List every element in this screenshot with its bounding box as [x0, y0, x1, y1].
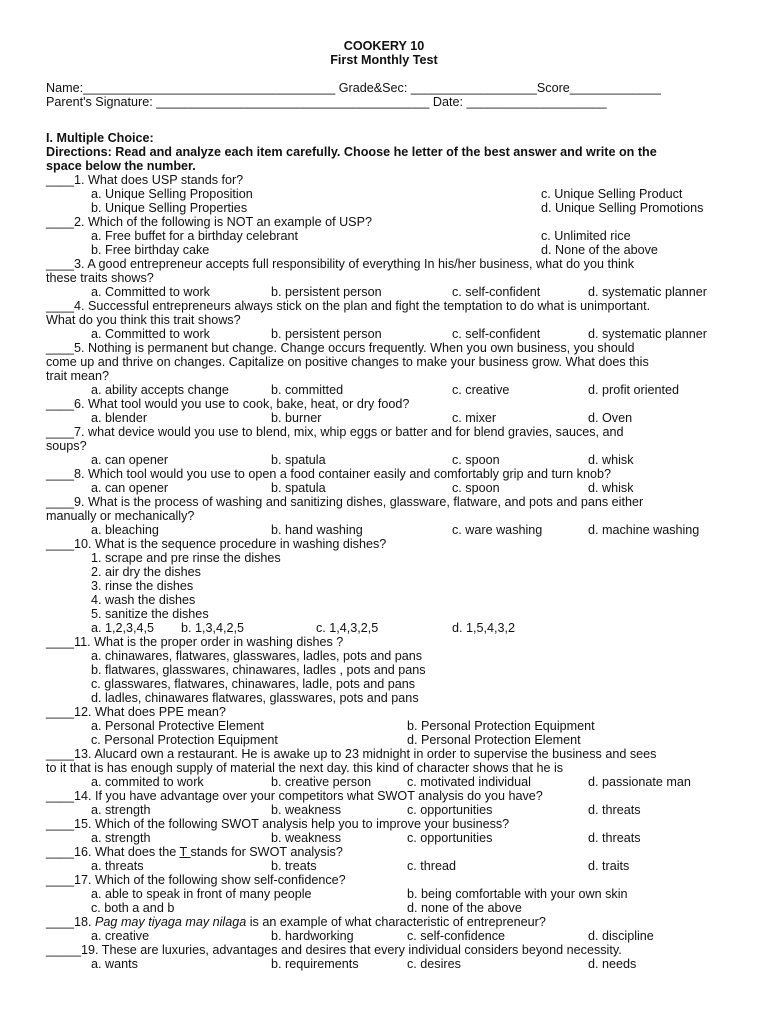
question-10-step: 4. wash the dishes — [91, 593, 196, 607]
question-3-option-c: c. self-confident — [452, 285, 541, 299]
question-13-option-c: c. motivated individual — [407, 775, 531, 789]
question-8-option-b: b. spatula — [271, 481, 326, 495]
question-18-proverb: Pag may tiyaga may nilaga — [95, 915, 247, 929]
question-11-option-d: d. ladles, chinawares flatwares, glasswares, pots and pans — [91, 691, 419, 705]
question-5-option-a: a. ability accepts change — [91, 383, 229, 397]
question-2-option-d: d. None of the above — [541, 243, 658, 257]
test-subtitle: First Monthly Test — [330, 53, 438, 67]
question-19-option-b: b. requirements — [271, 957, 359, 971]
question-14-option-d: d. threats — [588, 803, 641, 817]
question-12-option-b: b. Personal Protection Equipment — [407, 719, 595, 733]
question-14-option-c: c. opportunities — [407, 803, 493, 817]
question-2-option-a: a. Free buffet for a birthday celebrant — [91, 229, 298, 243]
question-6-option-b: b. burner — [271, 411, 322, 425]
question-8-stem: ____8. Which tool would you use to open a food container easily and comfortably grip and turn knob? — [46, 467, 611, 481]
parent-signature-date-line: Parent's Signature: _______________________________________ Date: ____________________ — [46, 95, 607, 109]
question-4-option-d: d. systematic planner — [588, 327, 707, 341]
question-4-option-b: b. persistent person — [271, 327, 382, 341]
question-4-option-c: c. self-confident — [452, 327, 541, 341]
question-11-option-b: b. flatwares, glasswares, chinawares, ladles , pots and pans — [91, 663, 426, 677]
question-10-option-d: d. 1,5,4,3,2 — [452, 621, 516, 635]
question-18-option-a: a. creative — [91, 929, 150, 943]
question-2-stem: ____2. Which of the following is NOT an example of USP? — [46, 215, 372, 229]
question-14-option-b: b. weakness — [271, 803, 342, 817]
question-11-option-c: c. glasswares, flatwares, chinawares, ladle, pots and pans — [91, 677, 416, 691]
question-19-option-c: c. desires — [407, 957, 461, 971]
question-17-stem: ____17. Which of the following show self-confidence? — [46, 873, 346, 887]
test-title: COOKERY 10 — [343, 39, 425, 53]
question-9-stem-line-1: ____9. What is the process of washing and sanitizing dishes, glassware, flatware, and pots and pans either — [46, 495, 644, 509]
directions-line-1: Directions: Read and analyze each item carefully. Choose he letter of the best answer and write on the — [46, 145, 657, 159]
directions-line-2: space below the number. — [46, 159, 196, 173]
question-18-stem — [46, 915, 546, 929]
question-10-step: 2. air dry the dishes — [91, 565, 201, 579]
question-7-option-a: a. can opener — [91, 453, 169, 467]
question-19-option-d: d. needs — [588, 957, 637, 971]
question-10-step: 5. sanitize the dishes — [91, 607, 209, 621]
question-9-option-c: c. ware washing — [452, 523, 543, 537]
question-7-option-c: c. spoon — [452, 453, 500, 467]
question-18-option-b: b. hardworking — [271, 929, 354, 943]
question-17-option-a: a. able to speak in front of many people — [91, 887, 312, 901]
question-3-option-a: a. Committed to work — [91, 285, 210, 299]
question-10-stem: ____10. What is the sequence procedure in washing dishes? — [46, 537, 387, 551]
question-10-option-b: b. 1,3,4,2,5 — [181, 621, 245, 635]
question-13-option-b: b. creative person — [271, 775, 372, 789]
question-15-stem: ____15. Which of the following SWOT analysis help you to improve your business? — [46, 817, 510, 831]
question-19-stem: _____19. These are luxuries, advantages and desires that every individual considers beyond necessity. — [46, 943, 622, 957]
question-8-option-a: a. can opener — [91, 481, 169, 495]
question-1-option-c: c. Unique Selling Product — [541, 187, 683, 201]
question-17-option-d: d. none of the above — [407, 901, 522, 915]
question-14-option-a: a. strength — [91, 803, 151, 817]
question-16-option-b: b. treats — [271, 859, 317, 873]
question-8-option-c: c. spoon — [452, 481, 500, 495]
question-16-option-c: c. thread — [407, 859, 457, 873]
question-11-stem: ____11. What is the proper order in washing dishes ? — [46, 635, 344, 649]
question-1-option-a: a. Unique Selling Proposition — [91, 187, 253, 201]
question-3-stem-line-1: ____3. A good entrepreneur accepts full responsibility of everything In his/her business, what do you think — [46, 257, 635, 271]
question-16-underlined-letter: T — [179, 845, 191, 859]
question-18-option-c: c. self-confidence — [407, 929, 506, 943]
question-12-option-a: a. Personal Protective Element — [91, 719, 264, 733]
question-7-stem-line-2: soups? — [46, 439, 87, 453]
name-grade-score-line: Name:____________________________________ Grade&Sec: __________________Score_____________ — [46, 81, 661, 95]
question-13-stem-line-2: to it that is has enough supply of material the next day. this kind of character shows that he is — [46, 761, 564, 775]
question-10-step: 3. rinse the dishes — [91, 579, 194, 593]
question-18-stem-start: ____18. — [46, 915, 96, 929]
question-8-option-d: d. whisk — [588, 481, 634, 495]
question-9-stem-line-2: manually or mechanically? — [46, 509, 195, 523]
question-18-option-d: d. discipline — [588, 929, 654, 943]
question-5-stem-line-2: come up and thrive on changes. Capitalize on positive changes to make your business grow. What does this — [46, 355, 649, 369]
question-9-option-a: a. bleaching — [91, 523, 159, 537]
question-7-stem-line-1: ____7. what device would you use to blend, mix, whip eggs or batter and for blend gravies, sauces, and — [46, 425, 624, 439]
question-9-option-b: b. hand washing — [271, 523, 363, 537]
question-6-option-c: c. mixer — [452, 411, 497, 425]
question-17-option-c: c. both a and b — [91, 901, 175, 915]
question-12-stem: ____12. What does PPE mean? — [46, 705, 226, 719]
question-10-option-a: a. 1,2,3,4,5 — [91, 621, 155, 635]
question-4-option-a: a. Committed to work — [91, 327, 210, 341]
question-5-option-d: d. profit oriented — [588, 383, 680, 397]
question-17-option-b: b. being comfortable with your own skin — [407, 887, 628, 901]
question-10-option-c: c. 1,4,3,2,5 — [316, 621, 379, 635]
question-3-option-d: d. systematic planner — [588, 285, 707, 299]
question-6-stem: ____6. What tool would you use to cook, bake, heat, or dry food? — [46, 397, 410, 411]
question-12-option-d: d. Personal Protection Element — [407, 733, 581, 747]
question-2-option-b: b. Free birthday cake — [91, 243, 210, 257]
question-5-stem-line-3: trait mean? — [46, 369, 109, 383]
question-3-stem-line-2: these traits shows? — [46, 271, 154, 285]
question-19-option-a: a. wants — [91, 957, 138, 971]
question-3-option-b: b. persistent person — [271, 285, 382, 299]
section-title: I. Multiple Choice: — [46, 131, 154, 145]
question-7-option-b: b. spatula — [271, 453, 326, 467]
question-13-option-d: d. passionate man — [588, 775, 691, 789]
question-1-option-b: b. Unique Selling Properties — [91, 201, 248, 215]
question-12-option-c: c. Personal Protection Equipment — [91, 733, 278, 747]
question-16-stem-start: ____16. What does the — [46, 845, 180, 859]
question-6-option-a: a. blender — [91, 411, 148, 425]
question-14-stem: ____14. If you have advantage over your competitors what SWOT analysis do you have? — [46, 789, 543, 803]
question-10-step: 1. scrape and pre rinse the dishes — [91, 551, 281, 565]
question-5-option-b: b. committed — [271, 383, 344, 397]
question-2-option-c: c. Unlimited rice — [541, 229, 631, 243]
question-5-option-c: c. creative — [452, 383, 510, 397]
question-7-option-d: d. whisk — [588, 453, 634, 467]
question-1-option-d: d. Unique Selling Promotions — [541, 201, 704, 215]
question-1-stem: ____1. What does USP stands for? — [46, 173, 244, 187]
question-13-option-a: a. commited to work — [91, 775, 204, 789]
question-9-option-d: d. machine washing — [588, 523, 700, 537]
question-4-stem-line-1: ____4. Successful entrepreneurs always stick on the plan and fight the temptation to do what is unimportant. — [46, 299, 651, 313]
question-6-option-d: d. Oven — [588, 411, 633, 425]
question-4-stem-line-2: What do you think this trait shows? — [46, 313, 241, 327]
question-13-stem-line-1: ____13. Alucard own a restaurant. He is awake up to 23 midnight in order to supervise the business and sees — [46, 747, 657, 761]
question-15-option-a: a. strength — [91, 831, 151, 845]
question-16-stem — [46, 845, 343, 859]
question-16-option-a: a. threats — [91, 859, 144, 873]
question-15-option-b: b. weakness — [271, 831, 342, 845]
question-11-option-a: a. chinawares, flatwares, glasswares, ladles, pots and pans — [91, 649, 423, 663]
question-16-option-d: d. traits — [588, 859, 630, 873]
question-18-stem-end: is an example of what characteristic of entrepreneur? — [246, 915, 546, 929]
question-16-stem-end: stands for SWOT analysis? — [190, 845, 343, 859]
question-15-option-c: c. opportunities — [407, 831, 493, 845]
question-5-stem-line-1: ____5. Nothing is permanent but change. Change occurs frequently. When you own business, you should — [46, 341, 635, 355]
question-15-option-d: d. threats — [588, 831, 641, 845]
